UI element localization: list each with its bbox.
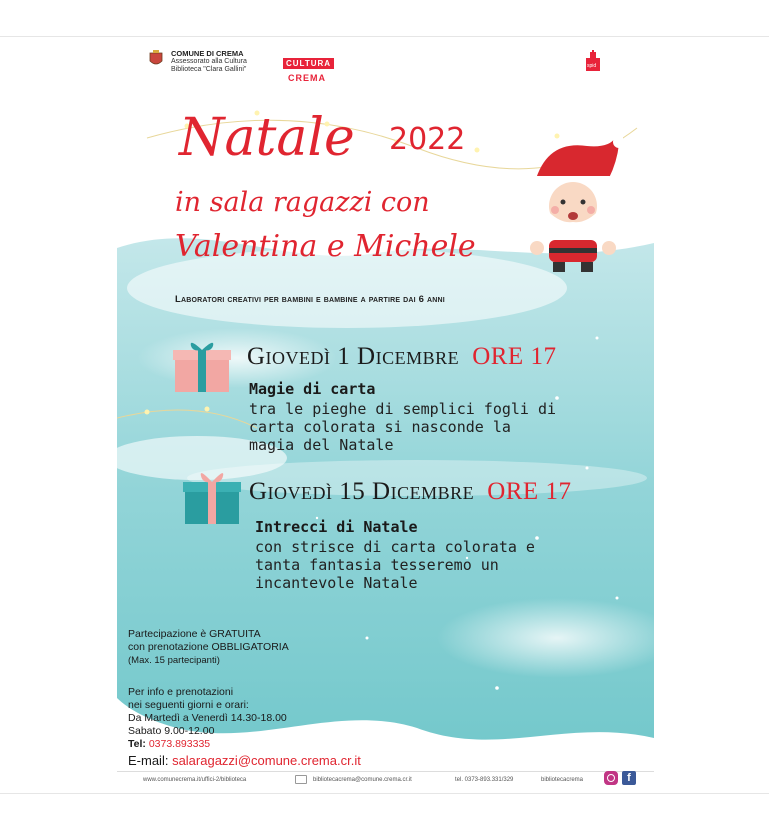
mail-icon — [295, 775, 307, 784]
event2-desc-line2: tanta fantasia tesseremo un — [255, 556, 499, 574]
email-row — [128, 753, 361, 768]
info-block — [128, 686, 287, 751]
santa-illustration — [517, 134, 623, 274]
right-logo-label: spid — [587, 63, 597, 69]
info-line1: Per info e prenotazioni — [128, 686, 234, 698]
footer-social: bibliotecacrema — [541, 777, 584, 783]
comune-line2: Biblioteca "Clara Gallini" — [171, 66, 247, 73]
subtitle-line3: Valentina e Michele — [175, 229, 476, 264]
gift-pink-icon — [171, 338, 233, 394]
event1-date: Giovedì 1 Dicembre — [247, 343, 460, 370]
info-line3: Da Martedì a Venerdì 14.30-18.00 — [128, 712, 287, 724]
participation-line3: (Max. 15 partecipanti) — [128, 655, 220, 666]
participation-block — [128, 628, 289, 667]
facebook-icon[interactable]: f — [622, 771, 636, 785]
title-natale: Natale — [179, 108, 355, 168]
info-line4: Sabato 9.00-12.00 — [128, 725, 215, 737]
comune-crest-icon — [149, 50, 163, 68]
comune-name: COMUNE DI CREMA — [171, 49, 244, 58]
right-logo — [585, 50, 601, 72]
subtitle-line2: in sala ragazzi con — [175, 187, 430, 218]
event2-date: Giovedì 15 Dicembre — [249, 478, 475, 505]
tel-label: Tel: — [128, 738, 149, 750]
title-year: 2022 — [389, 122, 466, 157]
footer-divider — [117, 771, 654, 772]
event1-heading — [247, 343, 556, 371]
footer-mail[interactable]: bibliotecacrema@comune.crema.cr.it — [313, 777, 412, 783]
event2-time: ORE 17 — [487, 478, 572, 505]
frame-top-line — [0, 36, 769, 37]
event2-title: Intrecci di Natale — [255, 518, 418, 536]
crema-label: CREMA — [288, 73, 326, 83]
participation-line2: con prenotazione OBBLIGATORIA — [128, 641, 289, 653]
footer-website[interactable]: www.comunecrema.it/uffici-2/biblioteca — [143, 777, 247, 783]
email-value[interactable]: salaragazzi@comune.crema.cr.it — [172, 753, 361, 768]
event2-heading — [249, 478, 571, 506]
comune-line1: Assessorato alla Cultura — [171, 58, 247, 65]
event2-desc-line1: con strisce di carta colorata e — [255, 538, 535, 556]
info-tel — [128, 738, 287, 751]
email-label: E-mail: — [128, 753, 173, 768]
event1-desc-line1: tra le pieghe di semplici fogli di — [249, 400, 557, 418]
event2-description — [255, 538, 535, 592]
event1-title: Magie di carta — [249, 380, 376, 398]
tagline: Laboratori creativi per bambini e bambine a partire dai 6 anni — [175, 294, 445, 305]
footer-tel: tel. 0373-893.331/329 — [455, 777, 514, 783]
event2-desc-line3: incantevole Natale — [255, 574, 418, 592]
event1-time: ORE 17 — [472, 343, 557, 370]
gift-teal-icon — [181, 464, 243, 526]
event1-desc-line3: magia del Natale — [249, 436, 394, 454]
info-line2: nei seguenti giorni e orari: — [128, 699, 249, 711]
cultura-crema-logo — [283, 51, 334, 83]
event1-desc-line2: carta colorata si nasconde la — [249, 418, 511, 436]
participation-line1: Partecipazione è GRATUITA — [128, 628, 261, 640]
instagram-icon[interactable] — [604, 771, 618, 785]
cultura-label: CULTURA — [283, 58, 334, 69]
poster — [117, 38, 654, 792]
comune-block — [171, 50, 247, 74]
tel-value[interactable]: 0373.893335 — [148, 738, 211, 750]
frame-bottom-line — [0, 793, 769, 794]
event1-description — [249, 400, 556, 454]
